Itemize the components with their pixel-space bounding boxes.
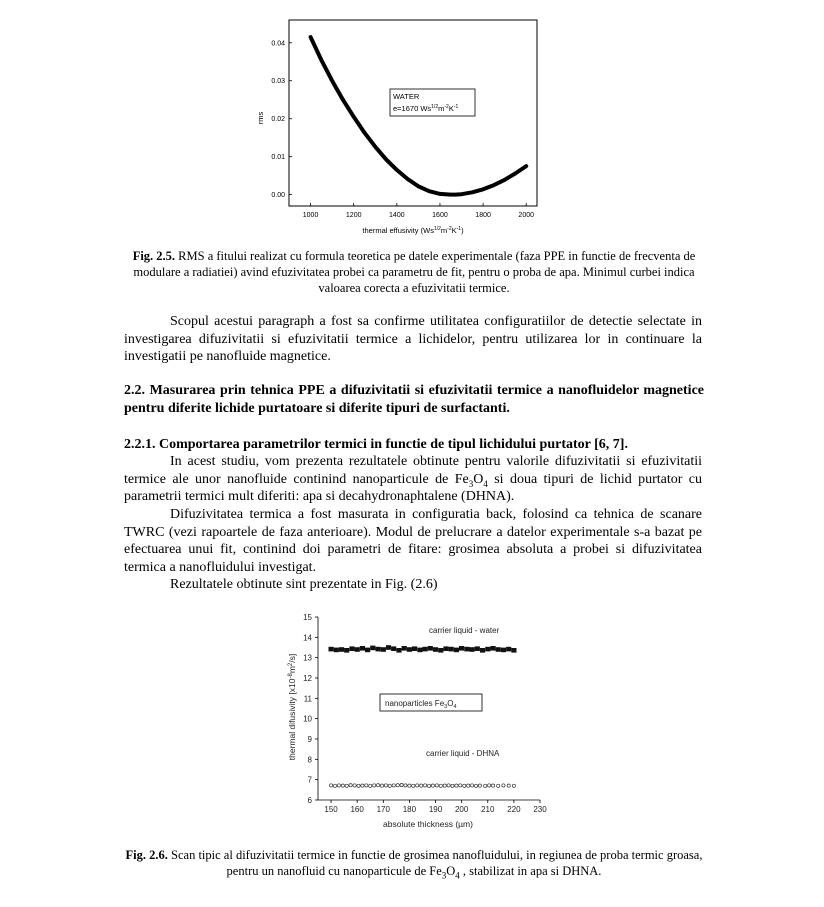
dhna-data-point (404, 784, 407, 787)
annotation-dhna: carrier liquid - DHNA (426, 749, 500, 758)
legend-line-1: WATER (393, 92, 420, 101)
y-tick-label: 12 (303, 674, 312, 683)
dhna-data-point (424, 784, 427, 787)
dhna-data-point (380, 784, 383, 787)
dhna-data-point (484, 784, 487, 787)
dhna-data-point (349, 784, 352, 787)
water-data-point (334, 648, 339, 653)
legend-line-2: e=1670 $Ws^{1/2}m^{-2}K^{-1}$ (393, 104, 459, 113)
water-data-point (391, 646, 396, 651)
dhna-data-point (478, 784, 481, 787)
dhna-data-point (443, 784, 446, 787)
water-data-point (407, 647, 412, 652)
water-data-point (402, 646, 407, 651)
dhna-data-point (400, 783, 403, 786)
dhna-data-point (388, 784, 391, 787)
caption-text: RMS a fitului realizat cu formula teoretica pe datele experimentale (faza PPE in functie de frecventa de modulare a radiatiei) avind efuzivitatea probei ca parametru de fit, pentru o proba de apa. Minimul curbei indica valoarea corecta a efuzivitatii termice. (133, 249, 696, 295)
water-data-point (381, 647, 386, 652)
dhna-data-point (451, 784, 454, 787)
dhna-data-point (412, 784, 415, 787)
y-tick-label: 0.04 (271, 40, 285, 48)
water-data-point (433, 647, 438, 652)
y-tick-label: 7 (307, 775, 312, 785)
dhna-data-point (392, 784, 395, 787)
dhna-data-point (512, 784, 515, 787)
water-data-point (490, 646, 495, 651)
water-data-point (370, 646, 375, 651)
dhna-data-point (488, 784, 491, 787)
water-data-point (376, 647, 381, 652)
water-data-point (386, 645, 391, 650)
water-data-point (485, 647, 490, 652)
water-data-point (329, 647, 334, 652)
nanoparticles-box (380, 694, 482, 711)
caption-label: Fig. 2.6. (125, 848, 168, 862)
dhna-data-point (384, 784, 387, 787)
paragraph-method: Difuzivitatea termica a fost masurata in configuratia back, folosind ca tehnica de scanare TWRC (vezi rapoartele de faza anterioare). Modul de prelucrare a datelor experimentale s-a bazat pe efectuarea unui fit, continind doi parametri de fitare: grosimea absoluta a probei si difuzivitatea termica a nanofluidului investigat. (124, 507, 702, 575)
water-data-point (443, 646, 448, 651)
dhna-data-point (420, 784, 423, 787)
x-tick-label: 1800 (475, 212, 491, 219)
x-tick-label: 170 (376, 805, 390, 814)
dhna-data-point (369, 784, 372, 787)
caption-label: Fig. 2.5. (132, 249, 176, 263)
x-tick-label: 160 (350, 805, 364, 814)
dhna-data-point (361, 784, 364, 787)
dhna-data-point (373, 784, 376, 787)
fig-2-6-chart (268, 604, 558, 836)
y-tick-label: 14 (303, 633, 312, 643)
dhna-data-point (491, 784, 494, 787)
water-data-point (428, 646, 433, 651)
dhna-data-point (357, 784, 360, 787)
y-tick-label: 9 (307, 735, 312, 744)
paragraph-study: In acest studiu, vom prezenta rezultatele obtinute pentru valorile difuzivitatii si efuzivitatii termice ale unor nanofluide continind nanoparticule de $Fe_3O_4$ si doua tipuri de lichid purtator cu parametrii termici mult diferiti: apa si decahydronaphtalene (DHNA). (124, 454, 702, 504)
paragraph-results: Rezultatele obtinute sint prezentate in Fig. (2.6) (170, 577, 438, 592)
y-tick-label: 10 (303, 714, 312, 724)
annotation-water: carrier liquid - water (429, 626, 500, 635)
water-data-point (480, 648, 485, 653)
water-data-point (423, 647, 428, 652)
x-tick-label: 200 (454, 805, 469, 814)
x-axis-label: thermal effusivity $(Ws^{1/2}m^{-2}K^{-1})$ (362, 226, 464, 235)
fig-2-6-caption: Fig. 2.6. Scan tipic al difuzivitatii termice in functie de grosimea nanofluidului, in regiunea de proba termic groasa, pentru un nanofluid cu nanoparticule de $Fe_3O_4$ , stabilizat in apa si DHNA. (125, 848, 703, 881)
dhna-data-point (502, 784, 505, 787)
water-data-point (501, 648, 506, 653)
dhna-data-point (353, 784, 356, 787)
dhna-data-point (341, 784, 344, 787)
fig-2-5-chart (250, 14, 550, 239)
paragraph-scope: Scopul acestui paragraph a fost sa confirme utilitatea configuratiilor de detectie selectate in investigarea difuzivitatii si efuzivitatii termice a lichidelor, pentru utilizarea lor in continuare la investigatii pe nanofluide magnetice. (124, 314, 702, 364)
dhna-data-point (377, 784, 380, 787)
water-data-point (412, 646, 417, 651)
x-tick-label: 1600 (432, 212, 448, 219)
dhna-data-point (416, 784, 419, 787)
x-tick-label: 150 (324, 805, 338, 814)
water-data-point (475, 646, 480, 651)
dhna-data-point (427, 784, 430, 787)
water-data-point (349, 646, 354, 651)
water-data-point (470, 647, 475, 652)
section-heading-2-2: 2.2. Masurarea prin tehnica PPE a difuzivitatii si efuzivitatii termice a nanofluidelor magnetice pentru diferite lichide purtatoare si diferite tipuri de surfactanti. (124, 383, 704, 416)
y-tick-label: 0.00 (271, 192, 285, 200)
water-data-point (506, 647, 511, 652)
water-data-point (339, 647, 344, 652)
y-tick-label: 11 (303, 694, 312, 704)
dhna-data-point (435, 784, 438, 787)
water-data-point (496, 647, 501, 652)
section-heading-2-2-1: 2.2.1. Comportarea parametrilor termici in functie de tipul lichidului purtator [6, 7]. (124, 437, 628, 452)
legend-box (390, 89, 475, 116)
y-axis-label: thermal difusivity $[x10^{-8}m^2/s]$ (287, 653, 297, 761)
dhna-data-point (463, 784, 466, 787)
dhna-data-point (337, 784, 340, 787)
x-tick-label: 220 (507, 805, 521, 814)
dhna-data-point (497, 784, 500, 787)
dhna-data-point (408, 784, 411, 787)
dhna-data-point (455, 784, 458, 787)
dhna-data-point (365, 784, 368, 787)
y-tick-label: 0.02 (271, 116, 285, 124)
water-data-point (396, 648, 401, 653)
dhna-data-point (507, 784, 510, 787)
x-tick-label: 2000 (518, 212, 535, 219)
y-tick-label: 8 (307, 755, 312, 765)
water-data-point (454, 648, 459, 653)
dhna-data-point (471, 784, 474, 787)
water-data-point (438, 648, 443, 653)
water-data-point (365, 648, 370, 653)
dhna-data-point (467, 784, 470, 787)
x-tick-label: 1000 (302, 212, 319, 219)
y-tick-label: 0.03 (271, 78, 285, 86)
water-data-point (417, 648, 422, 653)
dhna-data-point (330, 784, 333, 787)
y-tick-label: 13 (303, 653, 312, 663)
dhna-data-point (345, 784, 348, 787)
water-data-point (360, 646, 365, 651)
x-tick-label: 180 (402, 805, 417, 814)
fig-2-5-caption (118, 248, 710, 296)
x-tick-label: 230 (533, 805, 547, 814)
y-tick-label: 15 (303, 613, 312, 622)
x-tick-label: 1400 (389, 212, 405, 219)
water-data-point (459, 646, 464, 651)
water-data-point (355, 647, 360, 652)
dhna-data-point (431, 784, 434, 787)
x-tick-label: 1200 (345, 212, 362, 219)
x-tick-label: 210 (481, 805, 495, 814)
x-tick-label: 190 (428, 805, 443, 814)
water-data-point (344, 648, 349, 653)
dhna-data-point (396, 784, 399, 787)
y-tick-label: 0.01 (271, 154, 285, 162)
svg-text:nanoparticles Fe3O4: nanoparticles $Fe_3O_4$ (385, 699, 457, 710)
water-data-point (464, 647, 469, 652)
y-axis-label: rms (256, 111, 265, 125)
dhna-data-point (439, 784, 442, 787)
dhna-data-point (459, 784, 462, 787)
dhna-data-point (333, 784, 336, 787)
water-data-point (449, 647, 454, 652)
x-axis-label: absolute thickness (µm) (383, 819, 473, 829)
dhna-data-point (447, 784, 450, 787)
dhna-data-point (474, 784, 477, 787)
water-data-point (511, 648, 516, 653)
y-tick-label: 6 (307, 796, 312, 805)
